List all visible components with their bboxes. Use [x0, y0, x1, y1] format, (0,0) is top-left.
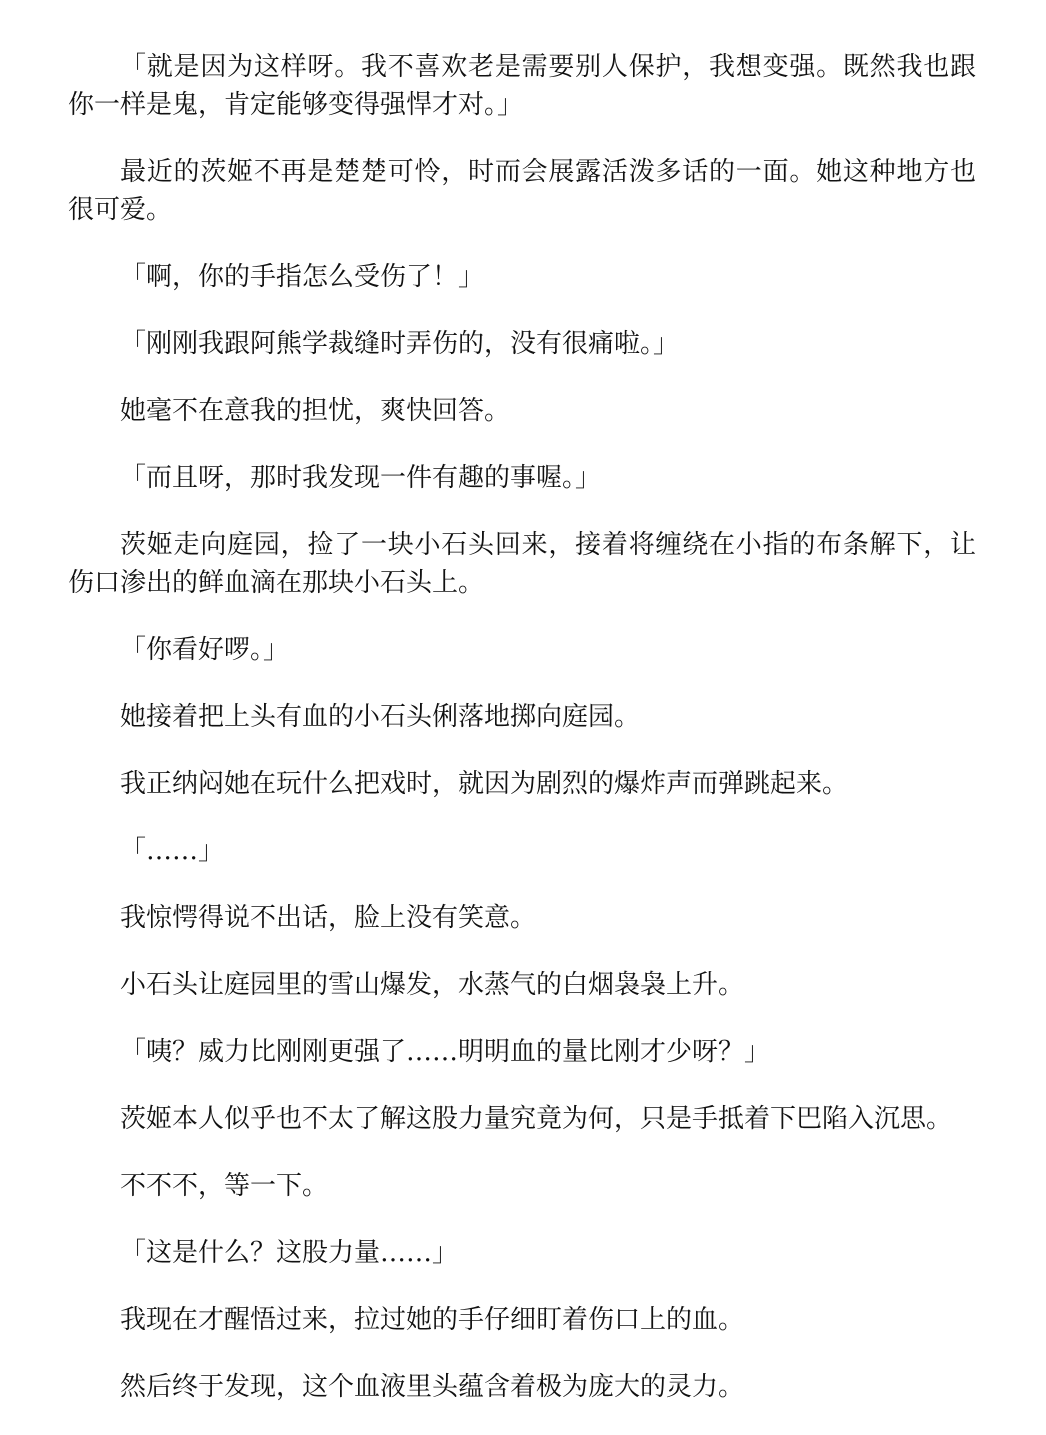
- paragraph: 「咦？威力比刚刚更强了……明明血的量比刚才少呀？」: [120, 1037, 771, 1067]
- paragraph: 她接着把上头有血的小石头俐落地掷向庭园。: [120, 702, 641, 732]
- paragraph: 然后终于发现，这个血液里头蕴含着极为庞大的灵力。: [120, 1372, 745, 1402]
- paragraph: 「就是因为这样呀。我不喜欢老是需要别人保护，我想变强。既然我也跟你一样是鬼，肯定能够变得强悍才对。」: [68, 52, 976, 120]
- paragraph: 「刚刚我跟阿熊学裁缝时弄伤的，没有很痛啦。」: [120, 329, 680, 359]
- paragraph: 茨姬本人似乎也不太了解这股力量究竟为何，只是手抵着下巴陷入沉思。: [120, 1104, 953, 1134]
- paragraph: 小石头让庭园里的雪山爆发，水蒸气的白烟袅袅上升。: [120, 970, 745, 1000]
- paragraph: 她毫不在意我的担忧，爽快回答。: [120, 396, 511, 426]
- document-page: [68, 48, 976, 1435]
- paragraph: 「这是什么？这股力量……」: [120, 1238, 459, 1268]
- paragraph: 「你看好啰。」: [120, 635, 290, 665]
- paragraph: 不不不，等一下。: [120, 1171, 329, 1201]
- paragraph: 我正纳闷她在玩什么把戏时，就因为剧烈的爆炸声而弹跳起来。: [120, 769, 849, 799]
- paragraph: 茨姬走向庭园，捡了一块小石头回来，接着将缠绕在小指的布条解下，让伤口渗出的鲜血滴在那块小石头上。: [68, 530, 976, 598]
- paragraph: 「而且呀，那时我发现一件有趣的事喔。」: [120, 463, 602, 493]
- paragraph: 我惊愕得说不出话，脸上没有笑意。: [120, 903, 537, 933]
- paragraph: 「啊，你的手指怎么受伤了！」: [120, 262, 485, 292]
- paragraph: 「……」: [120, 836, 225, 866]
- paragraph: 我现在才醒悟过来，拉过她的手仔细盯着伤口上的血。: [120, 1305, 745, 1335]
- paragraph: 最近的茨姬不再是楚楚可怜，时而会展露活泼多话的一面。她这种地方也很可爱。: [68, 157, 976, 225]
